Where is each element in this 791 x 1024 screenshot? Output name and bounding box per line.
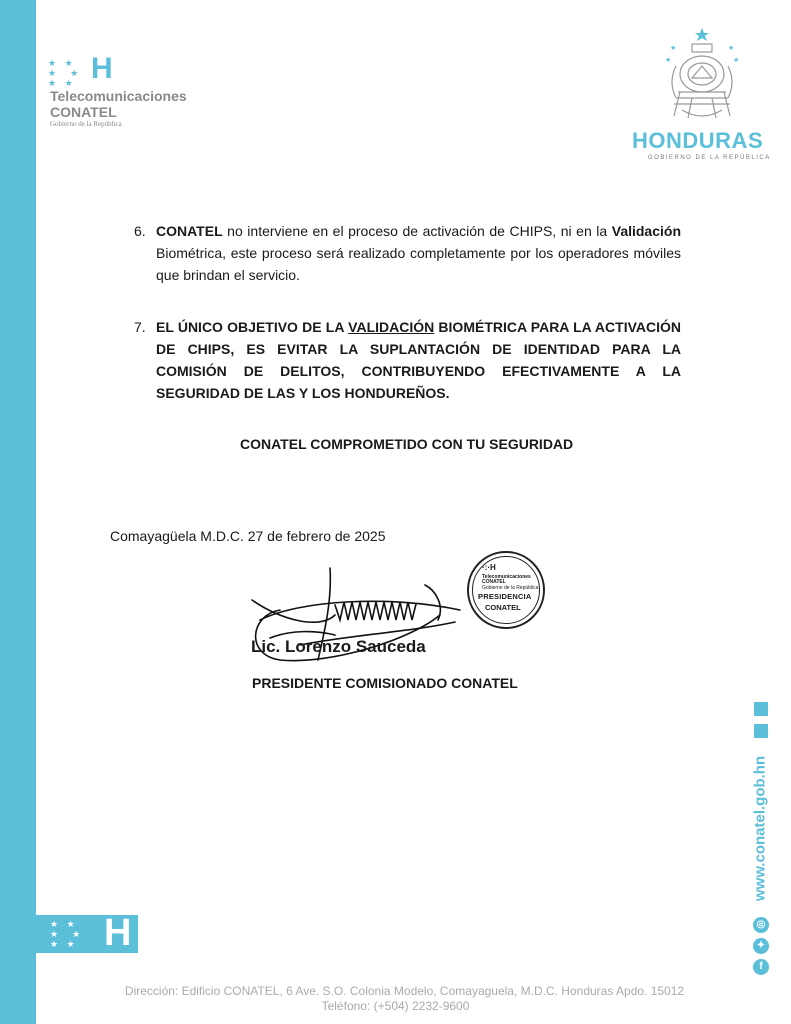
stars-icon: ★ ★ ★ ★ ★ ★ [48,58,82,88]
honduras-logo [628,26,774,161]
item-body: EL ÚNICO OBJETIVO DE LA VALIDACIÓN BIOMÉTRICA PARA LA ACTIVACIÓN DE CHIPS, ES EVITAR LA SUPLANTACIÓN DE IDENTIDAD PARA LA COMISIÓN DE DELITOS, CONTRIBUYENDO EFECTIVAMENTE A LA SEGURIDAD DE LAS Y LOS HONDUREÑOS. [156,319,681,401]
svg-text:★: ★ [665,57,672,64]
stamp-gov: Gobierno de la República [482,585,539,591]
decor-square [754,724,768,738]
item-number: 7. [134,319,146,335]
decor-square [754,702,768,716]
stamp-h-icon: ·:·H [482,563,496,572]
logo-line2: CONATEL [50,104,117,120]
svg-text:★: ★ [670,45,677,52]
item-body: CONATEL no interviene en el proceso de activación de CHIPS, ni en la Validación Biométrica, este proceso será realizado completamente por los operadores móviles que brindan el servicio. [156,223,681,283]
twitter-icon[interactable]: ✦ [753,938,769,954]
date-line: Comayagüela M.D.C. 27 de febrero de 2025 [110,528,386,544]
list-item-6 [134,220,681,286]
stamp-office2: CONATEL [485,603,521,612]
stamp-brand2: CONATEL [482,579,506,585]
h-brand-icon: H [104,912,132,954]
h-brand-icon: H [91,52,113,85]
slogan: CONATEL COMPROMETIDO CON TU SEGURIDAD [240,436,574,452]
stamp-brand: Telecomunicaciones [482,574,531,580]
facebook-icon[interactable]: f [753,959,769,975]
country-subtitle: GOBIERNO DE LA REPÚBLICA [648,155,771,161]
signer-title: PRESIDENTE COMISIONADO CONATEL [252,675,518,691]
instagram-icon[interactable]: ◎ [753,917,769,933]
logo-line3: Gobierno de la República [50,120,122,128]
left-decorative-bar [0,0,36,1024]
stars-icon: ★ ★ ★ ★ ★ ★ [50,919,84,949]
official-stamp [467,551,545,629]
list-item-7 [134,316,681,404]
website-link[interactable]: www.conatel.gob.hn [751,755,769,902]
item-number: 6. [134,223,146,239]
footer-address: Dirección: Edificio CONATEL, 6 Ave. S.O. Colonia Modelo, Comayaguela, M.D.C. Honduras Apdo. 15012 [124,984,685,998]
svg-text:★: ★ [728,45,735,52]
logo-line1: Telecomunicaciones [50,88,187,104]
country-name: HONDURAS [632,128,764,153]
footer-logo-block [36,912,138,954]
coat-of-arms-icon [662,26,742,124]
svg-text:★: ★ [733,57,740,64]
side-contact-bar [748,700,778,980]
footer-phone: Teléfono: (+504) 2232-9600 [321,999,470,1013]
stamp-office1: PRESIDENCIA [478,592,532,601]
signer-name: Lic. Lorenzo Sauceda [251,637,426,656]
